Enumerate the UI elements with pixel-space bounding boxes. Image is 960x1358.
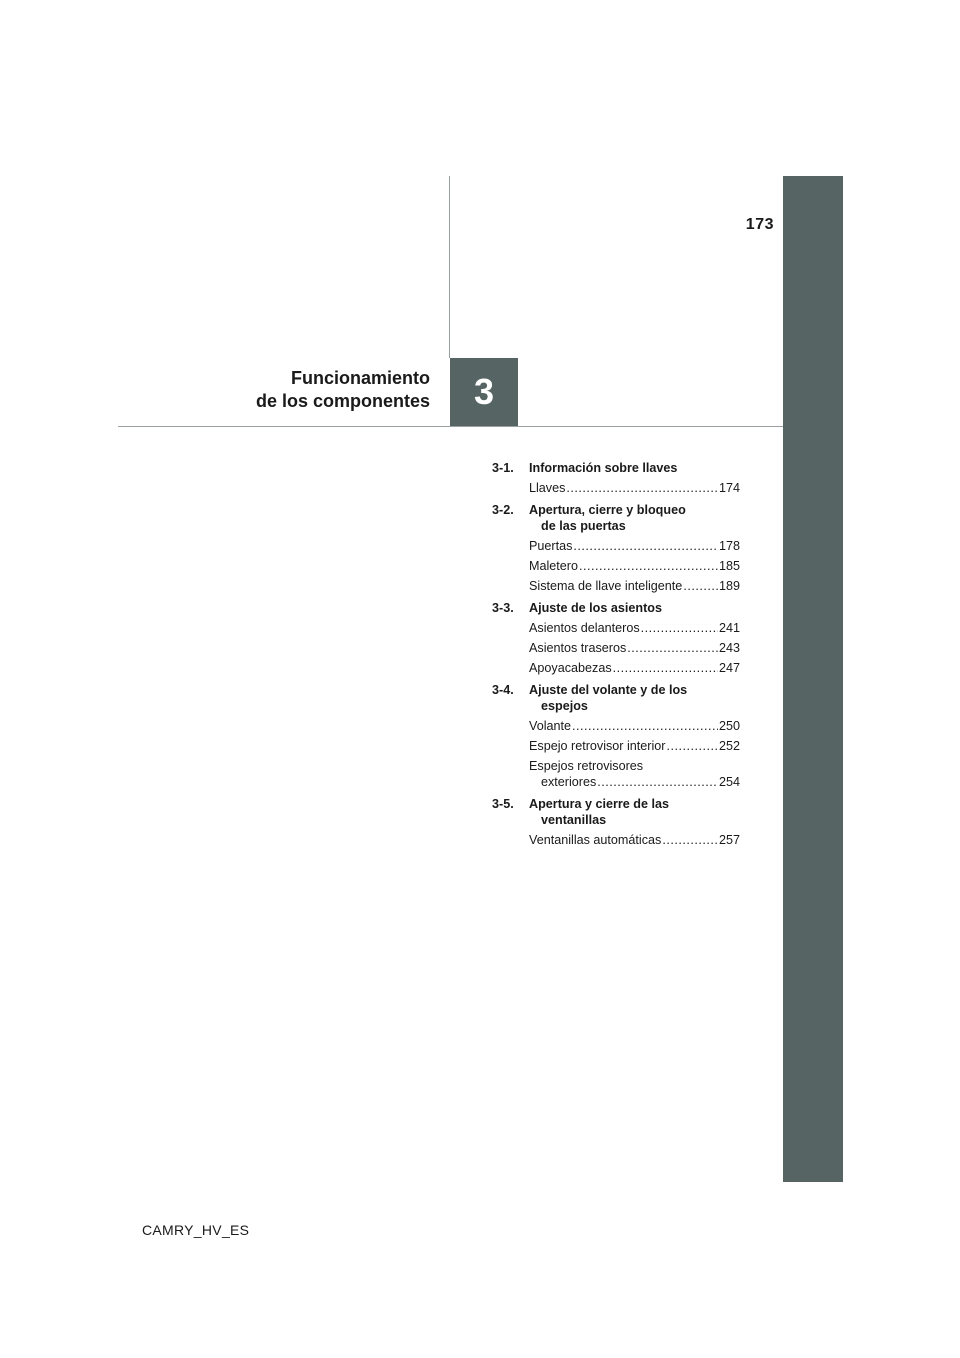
vertical-rule <box>449 176 450 358</box>
entry-label: Maletero <box>529 559 578 573</box>
toc-section-3-5 <box>492 796 740 848</box>
section-title <box>529 600 740 616</box>
toc-entry-maletero[interactable] <box>529 558 740 574</box>
toc-section-3-1 <box>492 460 740 496</box>
page-number: 173 <box>745 216 774 233</box>
dot-leader <box>579 558 718 574</box>
chapter-number-box: 3 <box>450 358 518 426</box>
entry-line2 <box>529 774 740 790</box>
dot-leader <box>683 578 718 594</box>
section-title-line1: Información sobre llaves <box>529 461 678 475</box>
entry-label: Espejos retrovisores <box>529 759 644 773</box>
toc-section-heading[interactable] <box>492 796 740 828</box>
toc-entry-ventanillas[interactable] <box>529 832 740 848</box>
toc-entry-espejo-interior[interactable] <box>529 738 740 754</box>
toc-section-3-3 <box>492 600 740 676</box>
toc-section-3-4 <box>492 682 740 790</box>
section-title <box>529 502 740 534</box>
section-number: 3-5. <box>492 797 514 811</box>
entry-page: 247 <box>718 661 740 675</box>
toc-section-heading[interactable] <box>492 682 740 714</box>
entry-label: Puertas <box>529 539 573 553</box>
dot-leader <box>597 774 718 790</box>
table-of-contents <box>492 460 740 854</box>
toc-entry-volante[interactable] <box>529 718 740 734</box>
section-number: 3-2. <box>492 503 514 517</box>
dot-leader <box>613 660 718 676</box>
chapter-side-tab <box>783 176 843 1182</box>
entry-page: 178 <box>718 539 740 553</box>
entry-page: 241 <box>718 621 740 635</box>
toc-section-heading[interactable] <box>492 600 740 616</box>
entry-page: 252 <box>718 739 740 753</box>
entry-label: Asientos delanteros <box>529 621 640 635</box>
dot-leader <box>566 480 718 496</box>
entry-label-line2: exteriores <box>541 775 597 789</box>
section-title <box>529 460 740 476</box>
toc-entry-puertas[interactable] <box>529 538 740 554</box>
toc-section-3-2 <box>492 502 740 594</box>
section-number: 3-3. <box>492 601 514 615</box>
entry-label: Ventanillas automáticas <box>529 833 662 847</box>
dot-leader <box>662 832 718 848</box>
entry-label: Sistema de llave inteligente <box>529 579 683 593</box>
entry-page: 250 <box>718 719 740 733</box>
section-title-line2: de las puertas <box>541 519 626 533</box>
entry-page: 189 <box>718 579 740 593</box>
section-title-line1: Apertura y cierre de las <box>529 797 670 811</box>
section-title-line1: Ajuste de los asientos <box>529 601 662 615</box>
entry-label: Espejo retrovisor interior <box>529 739 666 753</box>
entry-page: 243 <box>718 641 740 655</box>
toc-entry-asientos-traseros[interactable] <box>529 640 740 656</box>
dot-leader <box>666 738 718 754</box>
document-code: CAMRY_HV_ES <box>142 1222 250 1238</box>
toc-entry-asientos-delanteros[interactable] <box>529 620 740 636</box>
chapter-title-line1: Funcionamiento <box>291 368 430 388</box>
dot-leader <box>572 718 718 734</box>
section-title <box>529 796 740 828</box>
toc-entry-apoyacabezas[interactable] <box>529 660 740 676</box>
entry-page: 185 <box>718 559 740 573</box>
toc-section-heading[interactable] <box>492 460 740 476</box>
section-title-line2: ventanillas <box>541 813 607 827</box>
entry-page: 174 <box>718 481 740 495</box>
section-title <box>529 682 740 714</box>
section-title-line1: Apertura, cierre y bloqueo <box>529 503 686 517</box>
dot-leader <box>627 640 718 656</box>
section-number: 3-4. <box>492 683 514 697</box>
horizontal-rule <box>118 426 783 427</box>
toc-entry-espejos-exteriores[interactable] <box>529 758 740 790</box>
toc-section-heading[interactable] <box>492 502 740 534</box>
dot-leader <box>573 538 718 554</box>
entry-page: 254 <box>718 775 740 789</box>
toc-entry-sistema-llave[interactable] <box>529 578 740 594</box>
section-number: 3-1. <box>492 461 514 475</box>
section-title-line1: Ajuste del volante y de los <box>529 683 688 697</box>
entry-label: Llaves <box>529 481 566 495</box>
chapter-title <box>256 367 430 413</box>
entry-page: 257 <box>718 833 740 847</box>
toc-entry-llaves[interactable] <box>529 480 740 496</box>
entry-label: Volante <box>529 719 572 733</box>
dot-leader <box>641 620 718 636</box>
section-title-line2: espejos <box>541 699 588 713</box>
entry-label: Asientos traseros <box>529 641 627 655</box>
entry-label: Apoyacabezas <box>529 661 612 675</box>
chapter-title-line2: de los componentes <box>255 391 430 411</box>
